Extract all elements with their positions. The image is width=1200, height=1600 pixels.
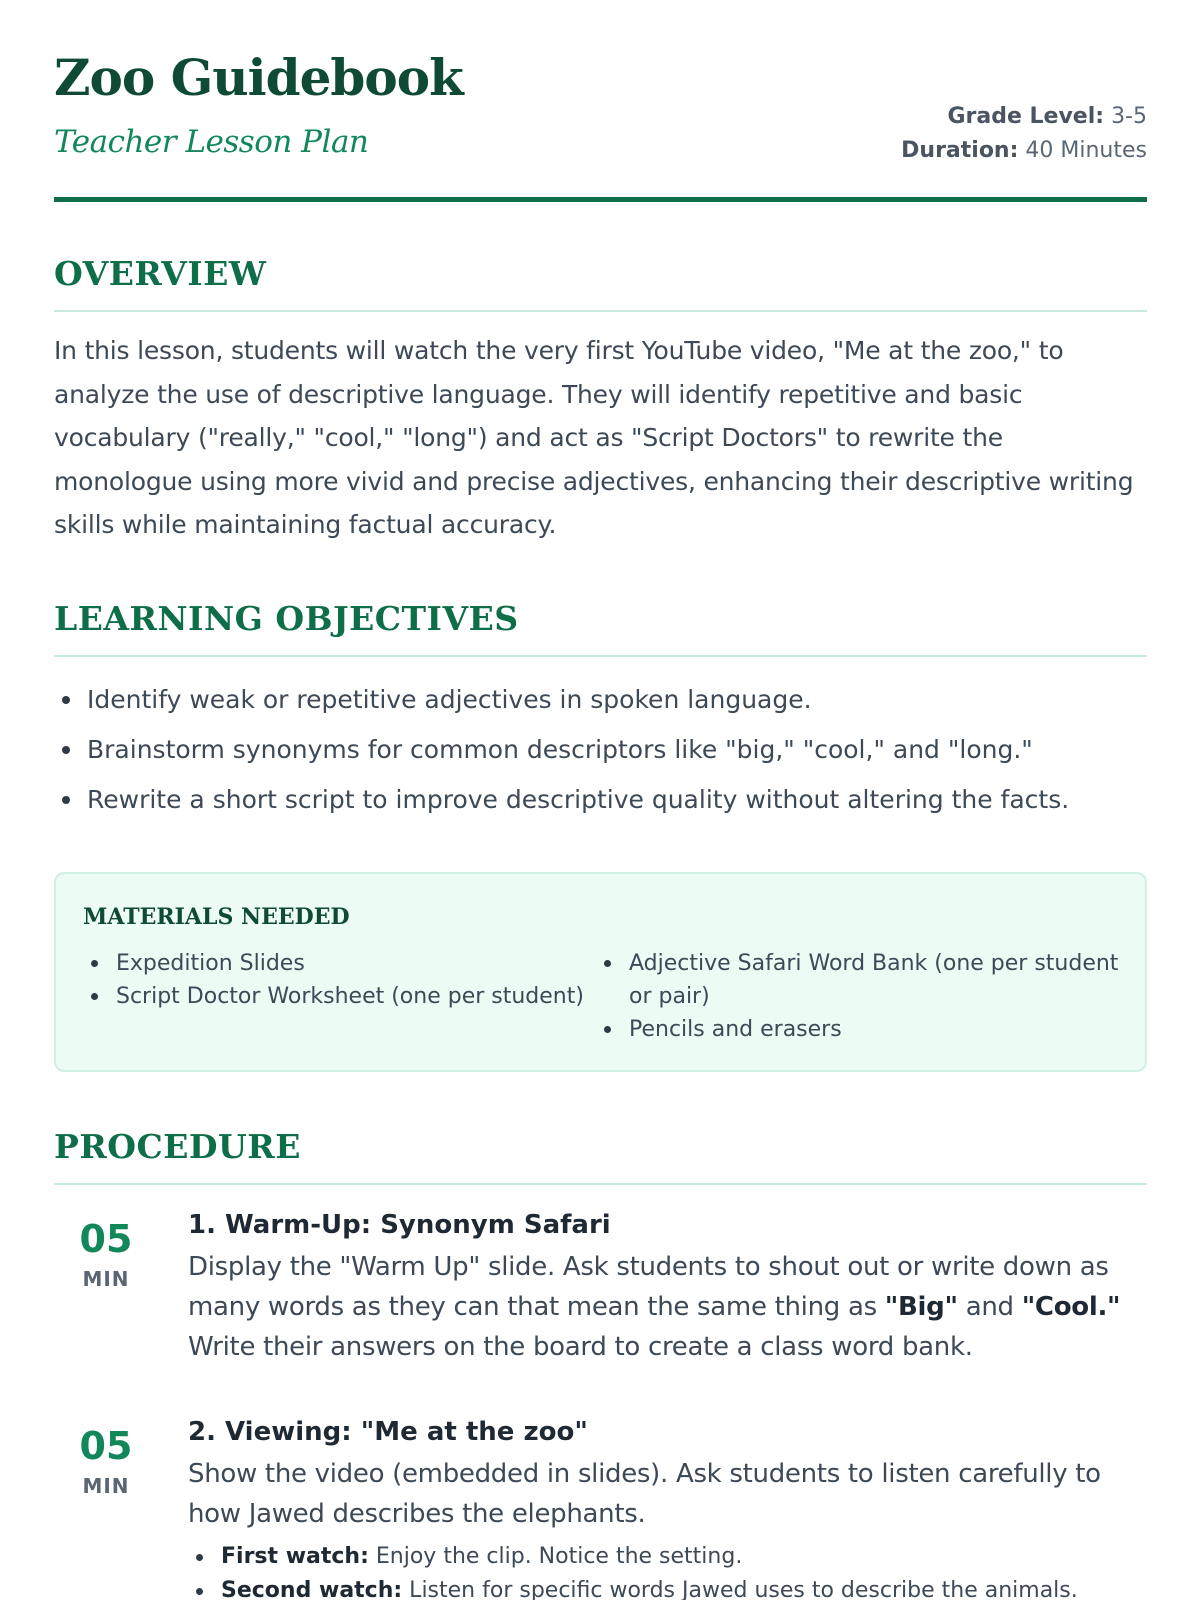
overview-text: In this lesson, students will watch the very first YouTube video, "Me at the zoo," to analyze the use of descriptive language. They will identify repetitive and basic vocabulary ("really," "cool," "long") and act as "Script Doctors" to rewrite the monologue using more vivid and precise adjectives, enhancing their descriptive writing skills while maintaining factual accuracy. (54, 336, 1134, 539)
step-duration (54, 1203, 158, 1291)
overview-heading: OVERVIEW (54, 244, 1147, 312)
step-subitem-text: Enjoy the clip. Notice the setting. (368, 1544, 743, 1569)
step-body (188, 1203, 1150, 1367)
step-title: 2. Viewing: "Me at the zoo" (188, 1417, 588, 1447)
procedure-heading: PROCEDURE (54, 1117, 1147, 1185)
material-item: Adjective Safari Word Bank (one per student or pair) (629, 947, 1121, 1013)
step-subitem (221, 1574, 1150, 1600)
duration-value: 40 Minutes (1025, 138, 1147, 163)
lesson-plan-page (54, 0, 1147, 1600)
step-sublist (188, 1540, 1150, 1600)
duration-label: Duration: (901, 138, 1019, 163)
material-item: Script Doctor Worksheet (one per student) (116, 980, 603, 1013)
step-subitem-label: Second watch: (221, 1578, 403, 1600)
step-minutes: 05 (79, 1424, 133, 1468)
page-subtitle: Teacher Lesson Plan (54, 124, 369, 160)
step-text-part: and (957, 1292, 1022, 1322)
step-title: 1. Warm-Up: Synonym Safari (188, 1210, 611, 1240)
step-text (188, 1247, 1150, 1367)
duration (901, 134, 1147, 168)
objectives-list (54, 675, 1147, 825)
step-text-emphasis: "Cool." (1021, 1292, 1121, 1322)
step-subitem (221, 1540, 1150, 1574)
material-item: Pencils and erasers (629, 1013, 1121, 1046)
grade-level-value: 3-5 (1111, 104, 1147, 129)
grade-level (901, 100, 1147, 134)
material-item: Expedition Slides (116, 947, 603, 980)
step-body (188, 1410, 1150, 1600)
step-minutes-unit: MIN (82, 1267, 130, 1291)
grade-level-label: Grade Level: (947, 104, 1105, 129)
step-duration (54, 1410, 158, 1498)
step-text-part: Display the "Warm Up" slide. Ask students to shout out or write down as many words as they can that mean the same thing as (188, 1252, 1109, 1322)
step-subitem-text: Listen for specific words Jawed uses to describe the animals. (402, 1578, 1078, 1600)
step-text-part: Write their answers on the board to create a class word bank. (188, 1332, 973, 1362)
objective-item: Brainstorm synonyms for common descriptors like "big," "cool," and "long." (87, 725, 1147, 775)
step-minutes: 05 (79, 1217, 133, 1261)
step-subitem-label: First watch: (221, 1544, 369, 1569)
page-title: Zoo Guidebook (54, 48, 463, 107)
materials-list-left (83, 947, 603, 1013)
materials-list-right (596, 947, 1121, 1046)
objective-item: Identify weak or repetitive adjectives in spoken language. (87, 675, 1147, 725)
materials-heading: MATERIALS NEEDED (83, 904, 350, 930)
lesson-meta (901, 100, 1147, 168)
step-text-emphasis: "Big" (884, 1292, 958, 1322)
step-minutes-unit: MIN (82, 1474, 130, 1498)
step-text: Show the video (embedded in slides). Ask students to listen carefully to how Jawed describes the elephants. (188, 1459, 1101, 1529)
objective-item: Rewrite a short script to improve descriptive quality without altering the facts. (87, 775, 1147, 825)
objectives-heading: LEARNING OBJECTIVES (54, 589, 1147, 657)
page-header (54, 0, 1147, 202)
materials-box (54, 872, 1147, 1072)
